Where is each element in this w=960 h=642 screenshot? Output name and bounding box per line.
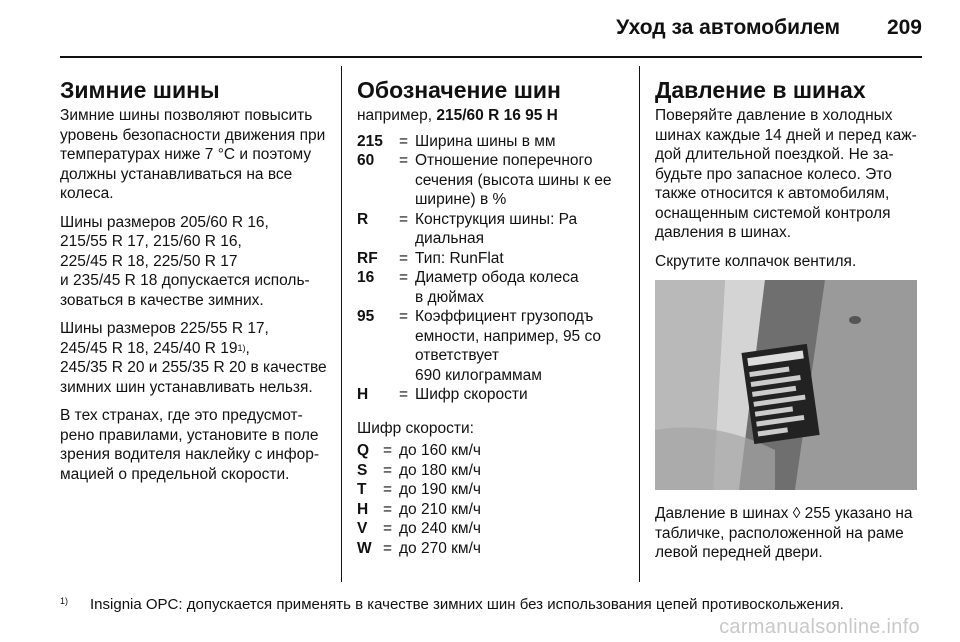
speed-code-row-equals: =	[383, 442, 393, 459]
definition-row-code: RF	[357, 249, 378, 267]
speed-code-row-description: до 270 км/ч	[399, 539, 481, 557]
definition-row-equals: =	[399, 152, 409, 169]
speed-code-row-code: V	[357, 520, 368, 537]
tyre-designation-column	[357, 76, 629, 558]
definition-row-description: Тип: RunFlat	[415, 249, 504, 267]
speed-code-row-equals: =	[383, 461, 393, 479]
speed-code-row	[357, 539, 629, 559]
caption-text-b: 255 указано на табличке, расположенной на раме левой передней двери.	[655, 505, 913, 561]
definition-row-equals: =	[399, 269, 409, 286]
speed-code-row	[357, 461, 629, 481]
header-divider	[60, 56, 922, 58]
door-frame-illustration	[655, 280, 917, 490]
example-value: 215/60 R 16 95 H	[436, 107, 558, 124]
speed-code-row-code: T	[357, 481, 367, 498]
definition-row-equals: =	[399, 132, 409, 150]
speed-code-row-description: до 160 км/ч	[399, 442, 481, 459]
speed-code-row-equals: =	[383, 539, 393, 557]
definition-row	[357, 210, 629, 249]
definition-row-description: Диаметр обода колеса в дюймах	[415, 269, 579, 306]
page-number: 209	[886, 16, 922, 39]
page-reference-icon: ◊	[792, 505, 801, 522]
footnote-reference: 1)	[237, 342, 246, 353]
page-header-title: Уход за автомобилем	[616, 16, 840, 39]
definition-row-equals: =	[399, 308, 409, 325]
winter-tyres-allowed-sizes: Шины размеров 205/60 R 16, 215/55 R 17, 215/60 R 16, 225/45 R 18, 225/50 R 17 и 235/45 R 18 допускается использоваться в качестве зимних.	[60, 213, 310, 309]
speed-code-row-code: S	[357, 461, 368, 479]
definition-row	[357, 268, 629, 307]
definition-row-code: 16	[357, 269, 375, 286]
definition-row-equals: =	[399, 210, 409, 228]
definition-row	[357, 249, 629, 269]
definition-row-code: R	[357, 210, 369, 228]
definition-row-code: 215	[357, 132, 383, 150]
speed-code-row	[357, 500, 629, 520]
speed-code-row-equals: =	[383, 520, 393, 537]
speed-code-list	[357, 441, 629, 558]
definition-row	[357, 151, 629, 210]
definition-row-description: Шифр скорости	[415, 386, 528, 403]
designation-definitions	[357, 132, 629, 405]
tyre-designation-heading: Обозначение шин	[357, 77, 561, 103]
definition-row	[357, 385, 629, 405]
speed-code-row-code: H	[357, 500, 369, 518]
speed-code-row-description: до 190 км/ч	[399, 481, 481, 498]
speed-code-row	[357, 519, 629, 539]
speed-code-label: Шифр скорости:	[357, 419, 474, 437]
definition-row-equals: =	[399, 249, 409, 267]
speed-code-row-equals: =	[383, 481, 393, 498]
tyre-pressure-column	[655, 76, 925, 572]
definition-row-description: Коэффициент грузоподъ емности, например, 95 со ответствует 690 килограммам	[415, 308, 602, 384]
winter-tyres-column	[60, 76, 328, 493]
definition-row	[357, 307, 629, 385]
column-divider-2	[639, 66, 640, 582]
footnote-text: Insignia OPC: допускается применять в качестве зимних шин без использования цепей противоскольжения.	[90, 596, 844, 613]
definition-row-code: 95	[357, 308, 375, 325]
tyre-label-caption	[655, 504, 925, 563]
valve-cap-instruction: Скрутите колпачок вентиля.	[655, 252, 857, 270]
definition-row-equals: =	[399, 386, 409, 403]
designation-example	[357, 106, 629, 126]
definition-row-code: H	[357, 386, 369, 403]
footnote	[60, 596, 844, 613]
example-prefix: например,	[357, 107, 437, 124]
speed-code-row-equals: =	[383, 500, 393, 518]
forbidden-sizes-text-b: , 245/35 R 20 и 255/35 R 20 в качестве зимних шин устанавливать нельзя.	[60, 339, 327, 396]
speed-code-row-description: до 240 км/ч	[399, 520, 481, 537]
tyre-pressure-instructions: Поверяйте давление в холодных шинах каждые 14 дней и перед каждой длительной поездкой. Не забудьте про запасное колесо. Это также относится к автомобилям, оснащенным системой контроля давления в шинах.	[655, 107, 917, 241]
speed-code-row-description: до 210 км/ч	[399, 500, 481, 518]
caption-text-a: Давление в шинах	[655, 505, 793, 522]
watermark: carmanualsonline.info	[719, 616, 920, 638]
door-frame-tyre-label-photo	[655, 280, 917, 490]
speed-code-row	[357, 441, 629, 461]
winter-tyres-forbidden-sizes	[60, 319, 328, 397]
speed-code-row	[357, 480, 629, 500]
winter-tyres-heading: Зимние шины	[60, 77, 220, 103]
winter-tyres-intro: Зимние шины позволяют повысить уровень безопасности движения при температурах ниже 7 °C и поэтому должны устанавливаться на все колеса.	[60, 107, 326, 202]
definition-row-description: Отношение поперечного сечения (высота шины к ее ширине) в %	[415, 152, 612, 208]
speed-code-row-code: W	[357, 539, 372, 557]
definition-row-description: Ширина шины в мм	[415, 132, 556, 150]
column-divider-1	[341, 66, 342, 582]
speed-sticker-note: В тех странах, где это предусмотрено правилами, установите в поле зрения водителя наклейку с информацией о предельной скорости.	[60, 407, 319, 483]
footnote-mark: 1)	[60, 596, 69, 606]
speed-code-row-code: Q	[357, 442, 370, 459]
speed-code-row-description: до 180 км/ч	[399, 461, 481, 479]
definition-row-code: 60	[357, 152, 375, 169]
tyre-pressure-heading: Давление в шинах	[655, 77, 866, 103]
forbidden-sizes-text-a: Шины размеров 225/55 R 17, 245/45 R 18, 245/40 R 19	[60, 320, 269, 357]
definition-row-description: Конструкция шины: Ра диальная	[415, 210, 578, 247]
definition-row	[357, 132, 629, 152]
